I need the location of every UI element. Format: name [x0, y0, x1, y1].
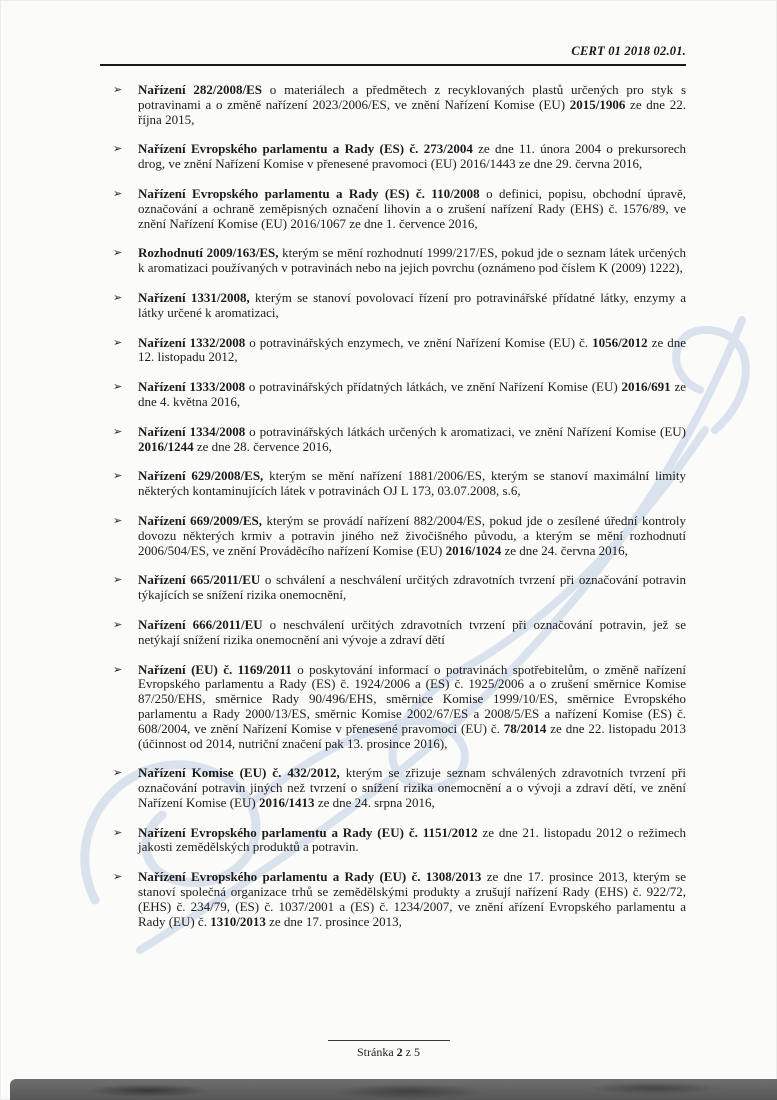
bold-text: Nařízení 665/2011/EU [138, 572, 261, 588]
body-text: o definici, popisu, obchodní úpravě, označování a ochraně zeměpisných označení lihovin a o zrušení nařízení Rady (EHS) č. 1576/89, ve znění Nařízení Komise (EU) 2016/1067 ze dne 1. července 2016, [138, 185, 686, 231]
bold-text: Nařízení 282/2008/ES [138, 82, 263, 97]
arrow-bullet-icon: ➢ [113, 469, 123, 483]
arrow-bullet-icon: ➢ [113, 513, 123, 527]
body-text: 5 [413, 1045, 420, 1059]
item-text [138, 663, 686, 752]
bold-text: 2016/1024 [445, 542, 502, 558]
list-item [113, 826, 686, 856]
item-text [138, 573, 686, 603]
list-item [113, 380, 686, 410]
item-text [138, 425, 686, 455]
bold-text: Nařízení Evropského parlamentu a Rady (ES) č. 110/2008 [138, 185, 480, 201]
bold-text: Nařízení 669/2009/ES, [138, 512, 263, 528]
body-text: ze dne 17. prosince 2013, [265, 913, 402, 929]
bold-text: Nařízení 666/2011/EU [138, 616, 263, 632]
bold-text: Nařízení 1332/2008 [138, 334, 246, 350]
bold-text: 1056/2012 [592, 334, 648, 350]
list-item [113, 291, 686, 321]
bold-text: Nařízení Evropského parlamentu a Rady (EU) č. 1308/2013 [138, 869, 482, 885]
body-text: o potravinářských látkách určených k aromatizaci, ve znění Nařízení Komise (EU) [245, 423, 687, 439]
list-item [113, 663, 686, 752]
list-item [113, 336, 686, 366]
body-text: o neschválení určitých zdravotních tvrzení při označování potravin, jež se netýkají snížení rizika onemocnění ani vývoje a zdraví dětí [138, 616, 687, 647]
page-content [113, 0, 686, 929]
arrow-bullet-icon: ➢ [113, 573, 123, 587]
item-text [138, 83, 686, 127]
watermark-stroke [676, 330, 746, 430]
list-item [113, 573, 686, 603]
bold-text: 2016/1413 [258, 794, 315, 810]
item-text [138, 766, 686, 810]
list-item [113, 187, 686, 231]
item-text [138, 291, 686, 321]
item-text [138, 380, 686, 410]
item-text [138, 336, 686, 366]
header-rule [100, 64, 686, 66]
bold-text: 78/2014 [503, 720, 547, 736]
bold-text: Nařízení Evropského parlamentu a Rady (EU) č. 1151/2012 [138, 824, 478, 840]
arrow-bullet-icon: ➢ [113, 83, 123, 96]
body-text: o schválení a neschválení určitých zdravotních tvrzení při označování potravin týkajících se snížení rizika onemocnění, [138, 572, 686, 603]
body-text: ze dne 28. července 2016, [193, 438, 332, 454]
page-footer [0, 1040, 777, 1060]
list-item [113, 142, 686, 172]
arrow-bullet-icon: ➢ [113, 380, 123, 394]
body-text: kterým se mění rozhodnutí 1999/217/ES, pokud jde o seznam látek určených k aromatizaci používaných v potravinách nebo na jejich povrchu (oznámeno pod číslem K (2009) 1222), [138, 245, 686, 276]
item-text [138, 870, 686, 929]
item-text [138, 618, 686, 648]
body-text: kterým se zřizuje seznam schválených zdravotních tvrzení při označování potravin jiných než tvrzení o snížení rizika onemocnění a o vývoji a zdraví dětí, ve znění Nařízení Komise (EU) [138, 765, 686, 810]
body-text: ze dne 11. února 2004 o prekursorech drog, ve znění Nařízení Komise v přenesené pravomoci (EU) 2016/1443 ze dne 29. června 2016, [138, 141, 686, 172]
body-text: ze dne 22. října 2015, [138, 96, 686, 127]
body-text: o potravinářských přídatných látkách, ve znění Nařízení Komise (EU) [245, 379, 622, 395]
footer-rule [328, 1040, 450, 1041]
body-text: o potravinářských enzymech, ve znění Nařízení Komise (EU) č. [245, 334, 593, 350]
bold-text: 2016/691 [621, 379, 671, 395]
arrow-bullet-icon: ➢ [113, 290, 123, 304]
arrow-bullet-icon: ➢ [113, 335, 123, 349]
bold-text: Nařízení Komise (EU) č. 432/2012, [138, 765, 340, 781]
body-text: kterým se provádí nařízení 882/2004/ES, pokud jde o zesílené úřední kontroly dovozu některých krmiv a potravin jiného než živočišného původu, a kterým se mění rozhodnutí 2006/504/ES, ve znění Prováděcího nařízení Komise (EU) [138, 512, 686, 558]
bold-text: Nařízení 1333/2008 [138, 379, 246, 395]
body-text: ze dne 24. června 2016, [501, 542, 628, 558]
body-text: o poskytování informací o potravinách spotřebitelům, o změně nařízení Evropského parlamentu a Rady (ES) č. 1924/2006 a (ES) č. 1925/2006 a o zrušení směrnice Komise 87/250/EHS, směrnice Rady 90/496/EHS, směrnice Komise 1999/10/ES, směrnice Evropského parlamentu a Rady 2000/13/ES, směrnic Komise 2002/67/ES a 2008/5/ES a nařízení Komise (ES) č. 608/2004, ve znění Nařízení Komise v přenesené pravomoci (EU) č. [138, 661, 686, 736]
bold-text: Nařízení (EU) č. 1169/2011 [138, 661, 292, 677]
item-text [138, 514, 686, 558]
bold-text: Nařízení 629/2008/ES, [138, 468, 264, 484]
arrow-bullet-icon: ➢ [113, 825, 123, 839]
list-item [113, 766, 686, 810]
regulation-list [113, 83, 686, 929]
page-number [0, 1045, 777, 1060]
body-text: ze dne 22. listopadu 2013 (účinnost od 2014, nutriční značení pak 13. prosince 2016), [138, 720, 686, 751]
list-item [113, 246, 686, 276]
bold-text: 2016/1244 [138, 438, 194, 454]
arrow-bullet-icon: ➢ [113, 870, 123, 884]
list-item [113, 514, 686, 558]
arrow-bullet-icon: ➢ [113, 186, 123, 200]
arrow-bullet-icon: ➢ [113, 142, 123, 156]
body-text: z [402, 1045, 414, 1059]
item-text [138, 826, 686, 856]
body-text: ze dne 21. listopadu 2012 o režimech jakosti zemědělských produktů a potravin. [138, 824, 686, 855]
body-text: ze dne 4. května 2016, [138, 379, 686, 409]
bold-text: 2015/1906 [569, 96, 626, 112]
body-text: kterým se stanoví povolovací řízení pro potravinářské přídatné látky, enzymy a látky určené k aromatizaci, [138, 289, 686, 320]
arrow-bullet-icon: ➢ [113, 617, 123, 631]
body-text: ze dne 17. prosince 2013, kterým se stanoví společná organizace trhů se zemědělskými produkty a zrušují nařízení Rady (EHS) č. 922/72, (EHS) č. 234/79, (ES) č. 1037/2001 a (ES) č. 1234/2007, ve znění ařízení Evropského parlamentu a Rady (EU) č. [138, 869, 686, 929]
header-reference: CERT 01 2018 02.01. [571, 44, 686, 58]
bold-text: Nařízení 1331/2008, [138, 289, 250, 305]
list-item [113, 83, 686, 127]
bold-text: Rozhodnutí 2009/163/ES, [138, 245, 279, 261]
arrow-bullet-icon: ➢ [113, 662, 123, 676]
bold-text: 1310/2013 [210, 913, 266, 929]
list-item [113, 870, 686, 929]
arrow-bullet-icon: ➢ [113, 424, 123, 438]
body-text: o materiálech a předmětech z recyklovaných plastů určených pro styk s potravinami a o změně nařízení 2023/2006/ES, ve znění Nařízení Komise (EU) [138, 82, 686, 112]
body-text: kterým se mění nařízení 1881/2006/ES, kterým se stanoví maximální limity některých kontaminujících látek v potravinách OJ L 173, 03.07.2008, s.6, [138, 468, 686, 499]
body-text: ze dne 24. srpna 2016, [314, 794, 435, 810]
item-text [138, 469, 686, 499]
arrow-bullet-icon: ➢ [113, 246, 123, 260]
body-text: Stránka [357, 1045, 397, 1059]
item-text [138, 246, 686, 276]
list-item [113, 618, 686, 648]
list-item [113, 469, 686, 499]
item-text [138, 142, 686, 172]
list-item [113, 425, 686, 455]
scan-edge [10, 1079, 777, 1100]
body-text: ze dne 12. listopadu 2012, [138, 334, 686, 365]
bold-text: Nařízení Evropského parlamentu a Rady (ES) č. 273/2004 [138, 141, 473, 157]
item-text [138, 187, 686, 231]
page-header [113, 0, 686, 66]
bold-text: 2 [396, 1045, 403, 1059]
bold-text: Nařízení 1334/2008 [138, 423, 246, 439]
arrow-bullet-icon: ➢ [113, 766, 123, 780]
